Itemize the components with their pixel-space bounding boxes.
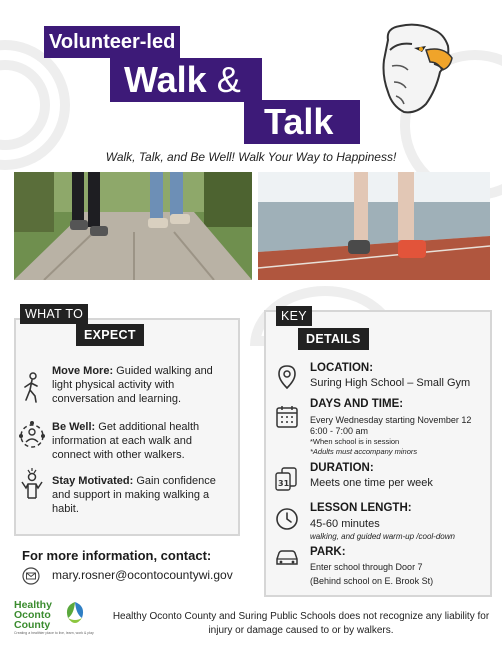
duration-label: DURATION: — [310, 462, 374, 474]
svg-text:31: 31 — [278, 479, 290, 488]
days-line-1: Every Wednesday starting November 12 — [310, 415, 472, 425]
details-header-top: KEY — [276, 306, 312, 326]
eagle-mascot-icon — [378, 20, 454, 116]
title-line-1: Volunteer-led — [44, 26, 180, 58]
clock-icon — [274, 506, 300, 532]
walking-photo-track — [258, 172, 490, 280]
liability-disclaimer: Healthy Oconto County and Suring Public Schools does not recognize any liability for injury or damage caused to or by walkers. — [112, 611, 490, 636]
days-note-1: *When school is in session — [310, 437, 400, 446]
expect-header-top: WHAT TO — [20, 304, 88, 324]
location-pin-icon — [274, 364, 300, 390]
title-walk: Walk — [124, 59, 207, 100]
title-line-2 — [110, 58, 262, 102]
expect-item-move-more: Move More: Guided walking and light physical activity with conversation and learning. — [52, 365, 213, 405]
motivated-person-icon — [18, 468, 46, 500]
contact-email-link[interactable]: mary.rosner@ocontocountywi.gov — [52, 568, 233, 582]
expect-item-stay-motivated: Stay Motivated: Gain confidence and support in making walking a habit. — [52, 475, 216, 515]
lesson-length-value: 45-60 minutes — [310, 518, 380, 530]
park-line-1: Enter school through Door 7 — [310, 562, 423, 572]
weekly-calendar-icon — [274, 466, 300, 492]
park-label: PARK: — [310, 546, 346, 558]
days-note-2: *Adults must accompany minors — [310, 447, 418, 456]
walking-photo-park — [14, 172, 252, 280]
title-line-3: Talk — [244, 100, 360, 144]
location-value: Suring High School – Small Gym — [310, 377, 471, 389]
duration-value: Meets one time per week — [310, 477, 433, 489]
days-time-label: DAYS AND TIME: — [310, 398, 404, 410]
logo-leaf-icon — [62, 600, 88, 628]
healthy-oconto-county-logo: Healthy Oconto County — [14, 599, 52, 631]
expect-header-bottom: EXPECT — [76, 324, 144, 346]
walking-person-icon — [18, 372, 46, 404]
lesson-length-note: walking, and guided warm-up /cool-down — [310, 532, 455, 541]
tagline: Walk, Talk, and Be Well! Walk Your Way to Happiness! — [105, 150, 397, 164]
days-line-2: 6:00 - 7:00 am — [310, 426, 369, 436]
lesson-length-label: LESSON LENGTH: — [310, 502, 412, 514]
mail-icon — [22, 567, 40, 585]
car-icon — [274, 544, 300, 570]
title-ampersand: & — [206, 59, 241, 100]
expect-item-be-well: Be Well: Get additional health information at each walk and connect with other walkers. — [52, 421, 200, 461]
park-line-2: (Behind school on E. Brook St) — [310, 576, 434, 586]
details-header-bottom: DETAILS — [298, 328, 369, 350]
calendar-icon — [274, 404, 300, 430]
logo-tagline: Creating a healthier place to live, learn, work & play — [14, 631, 94, 635]
location-label: LOCATION: — [310, 362, 374, 374]
wellness-people-icon — [18, 420, 46, 452]
contact-heading: For more information, contact: — [22, 548, 212, 563]
